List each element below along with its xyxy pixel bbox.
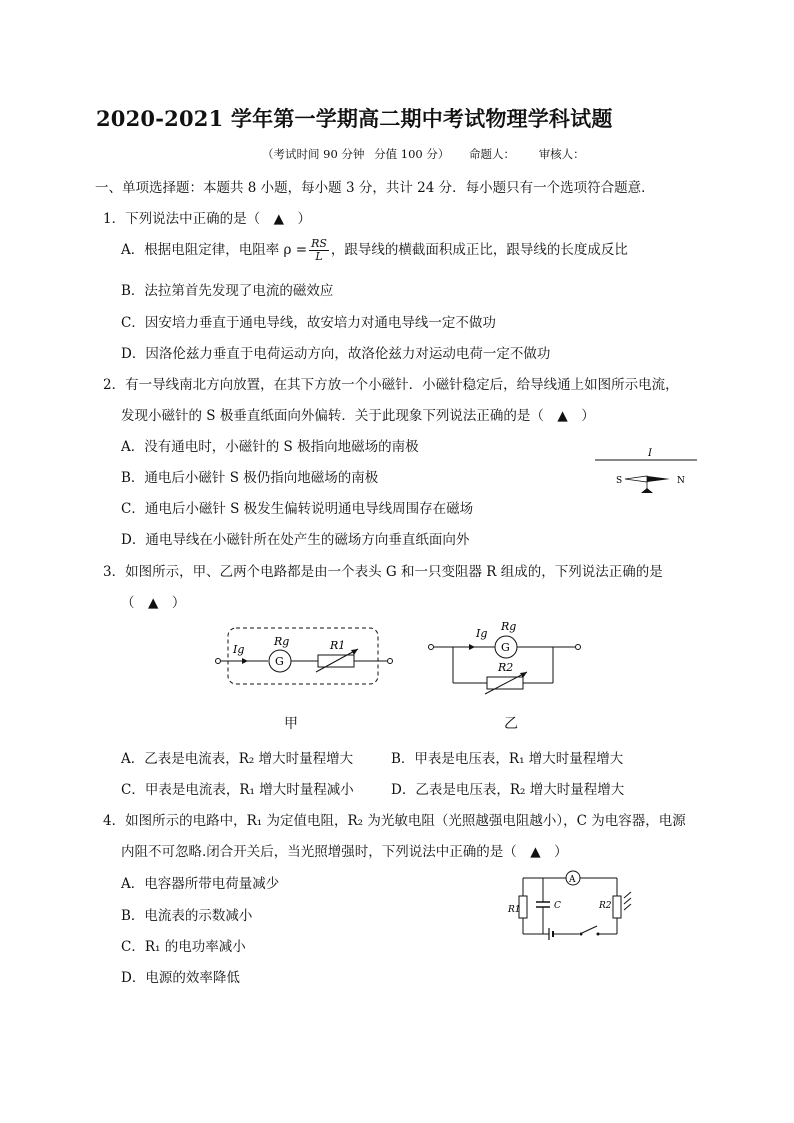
light-ray (624, 898, 631, 904)
south-pole-label: S (616, 476, 623, 486)
circuit-q4 (505, 868, 645, 944)
q1-option-c: C．因安培力垂直于通电导线，故安培力对通电导线一定不做功 (121, 315, 496, 331)
north-pole-label: N (677, 476, 685, 486)
exam-time: （考试时间 90 分钟 (262, 147, 365, 161)
resistivity-fraction (309, 238, 329, 263)
galvanometer-label: G (501, 641, 510, 654)
fraction-numerator: RS (311, 237, 327, 250)
exam-setter: 命题人： (469, 147, 516, 161)
q2-stem-line1: 2．有一导线南北方向放置，在其下方放一个小磁针．小磁针稳定后，给导线通上如图所示电流， (103, 377, 679, 393)
ig-label: Ig (233, 643, 245, 656)
capacitor-label: C (554, 901, 561, 911)
q4-option-a: A．电容器所带电荷量减少 (121, 876, 280, 892)
circuit-yi (425, 615, 590, 697)
q1-option-b: B．法拉第首先发现了电流的磁效应 (121, 283, 334, 299)
light-ray (624, 904, 631, 910)
terminal-right (388, 659, 393, 664)
q1-stem: 1．下列说法中正确的是（ ▲ ） (103, 211, 311, 227)
ig-label: Ig (476, 627, 488, 640)
circuit-yi-label: 乙 (504, 716, 518, 732)
needle-north (647, 476, 670, 482)
q2-stem-line2: 发现小磁针的 S 极垂直纸面向外偏转．关于此现象下列说法正确的是（ ▲ ） (121, 408, 595, 424)
q3-option-d: D．乙表是电压表，R₂ 增大时量程增大 (391, 782, 625, 798)
r2-label: R2 (599, 901, 612, 911)
q4-option-b: B．电流表的示数减小 (121, 908, 253, 924)
wire-compass-figure (592, 445, 702, 495)
q4-stem-line1: 4．如图所示的电路中，R₁ 为定值电阻，R₂ 为光敏电阻（光照越强电阻越小），C 为电容器，电源 (103, 813, 686, 829)
galvanometer-label: G (275, 655, 284, 668)
rg-label: Rg (501, 620, 517, 633)
exam-score: 分值 100 分） (374, 147, 450, 161)
q1-option-a (121, 238, 628, 263)
q1-option-d: D．因洛伦兹力垂直于电荷运动方向，故洛伦兹力对运动电荷一定不做功 (121, 346, 551, 362)
q3-option-b: B．甲表是电压表，R₁ 增大时量程增大 (391, 751, 624, 767)
terminal-left (429, 645, 434, 650)
section-heading: 一、单项选择题：本题共 8 小题，每小题 3 分，共计 24 分．每小题只有一个选项符合题意． (95, 180, 655, 196)
q1-option-a-post: ，跟导线的横截面积成正比，跟导线的长度成反比 (330, 242, 628, 258)
q3-stem-line1: 3．如图所示，甲、乙两个电路都是由一个表头 G 和一只变阻器 R 组成的，下列说法正确的是 (103, 564, 663, 580)
r1-label: R1 (508, 905, 521, 915)
r1-label: R1 (330, 639, 346, 652)
q2-option-c: C．通电后小磁针 S 极发生偏转说明通电导线周围存在磁场 (121, 501, 474, 517)
current-arrow (242, 658, 248, 664)
needle-base (641, 488, 653, 493)
q2-option-d: D．通电导线在小磁针所在处产生的磁场方向垂直纸面向外 (121, 532, 470, 548)
fraction-denominator: L (315, 250, 323, 263)
needle-south (625, 476, 647, 482)
photoresistor-r2 (613, 896, 621, 918)
meter-enclosure (228, 628, 378, 684)
circuit-jia-label: 甲 (284, 716, 298, 732)
switch-lever (582, 926, 597, 933)
q1-option-a-pre: A．根据电阻定律，电阻率 ρ = (121, 242, 308, 258)
q3-option-a: A．乙表是电流表，R₂ 增大时量程增大 (121, 751, 354, 767)
current-arrow (469, 644, 475, 650)
q4-stem-line2: 内阻不可忽略.闭合开关后，当光照增强时，下列说法中正确的是（ ▲ ） (121, 844, 568, 860)
q4-option-c: C．R₁ 的电功率减小 (121, 939, 246, 955)
exam-info (262, 146, 591, 162)
ammeter-label: A (569, 875, 576, 885)
q3-option-c: C．甲表是电流表，R₁ 增大时量程减小 (121, 782, 354, 798)
q2-option-b: B．通电后小磁针 S 极仍指向地磁场的南极 (121, 470, 379, 486)
q3-stem-line2: （ ▲ ） (121, 595, 186, 611)
circuit-jia (212, 618, 397, 696)
exam-reviewer: 审核人： (538, 147, 585, 161)
page-title: 2020-2021 学年第一学期高二期中考试物理学科试题 (96, 106, 613, 131)
terminal-right (576, 645, 581, 650)
q2-option-a: A．没有通电时，小磁针的 S 极指向地磁场的南极 (121, 439, 419, 455)
light-ray (624, 892, 631, 898)
current-label: I (648, 448, 652, 459)
terminal-left (216, 659, 221, 664)
r2-label: R2 (498, 661, 514, 674)
rg-label: Rg (274, 635, 290, 648)
q4-option-d: D．电源的效率降低 (121, 970, 240, 986)
